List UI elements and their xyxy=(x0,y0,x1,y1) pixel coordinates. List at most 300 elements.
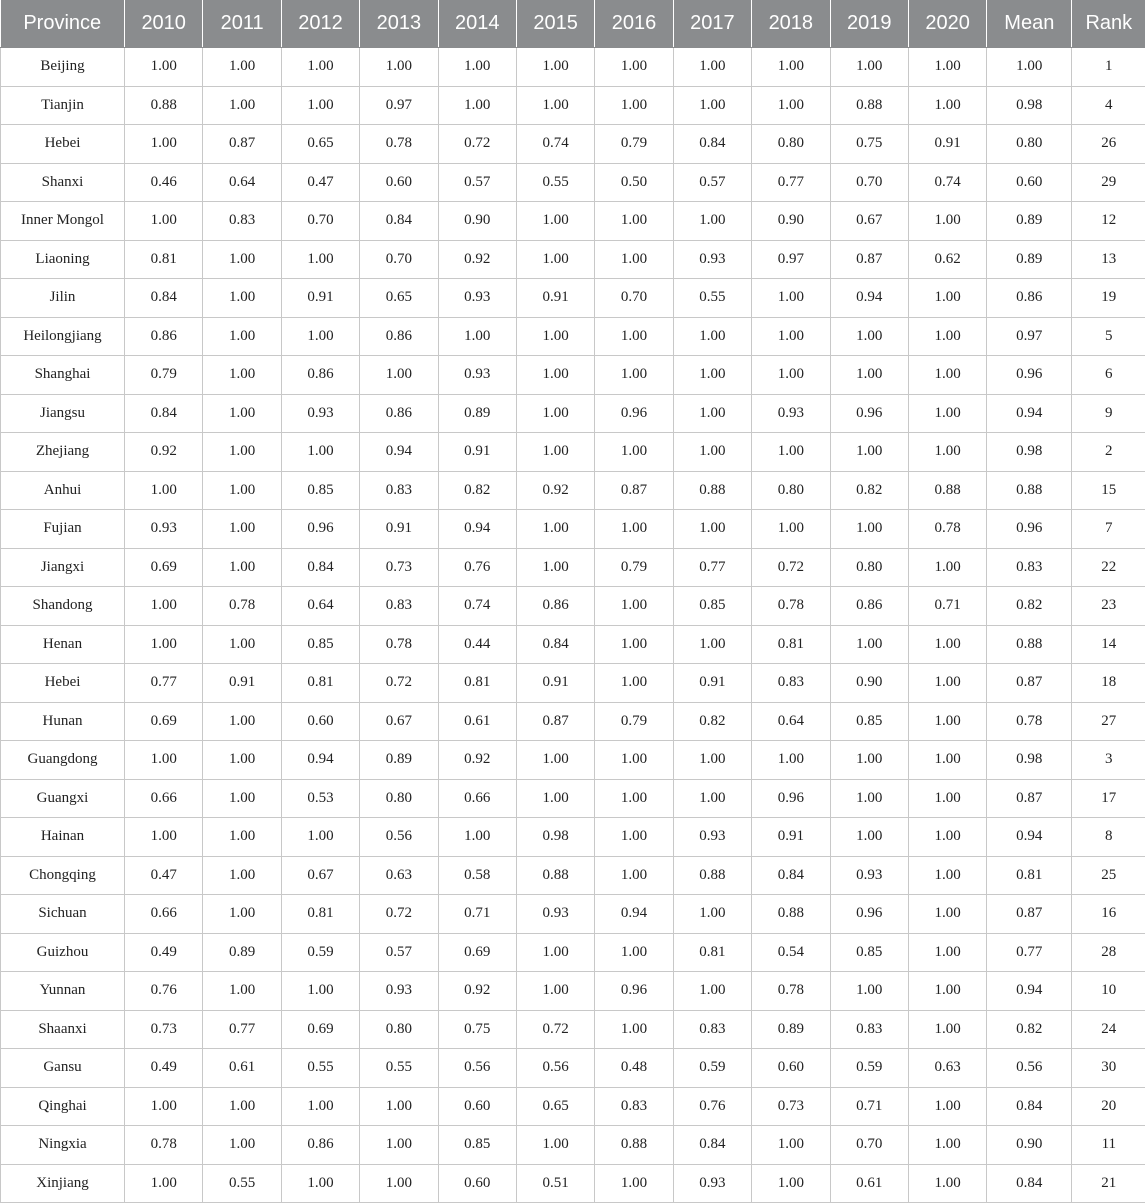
value-cell: 1.00 xyxy=(595,433,673,472)
value-cell: 0.96 xyxy=(830,394,908,433)
value-cell: 1.00 xyxy=(281,1087,359,1126)
value-cell: 0.84 xyxy=(673,125,751,164)
value-cell: 0.89 xyxy=(987,202,1072,241)
value-cell: 0.80 xyxy=(360,1010,438,1049)
value-cell: 0.83 xyxy=(360,587,438,626)
value-cell: 1.00 xyxy=(752,317,830,356)
value-cell: 0.90 xyxy=(830,664,908,703)
value-cell: 1.00 xyxy=(752,433,830,472)
value-cell: 0.60 xyxy=(281,702,359,741)
value-cell: 1.00 xyxy=(595,510,673,549)
value-cell: 0.93 xyxy=(673,818,751,857)
value-cell: 0.55 xyxy=(360,1049,438,1088)
value-cell: 0.84 xyxy=(987,1087,1072,1126)
value-cell: 0.60 xyxy=(987,163,1072,202)
value-cell: 1.00 xyxy=(203,1087,281,1126)
value-cell: 1.00 xyxy=(908,779,986,818)
value-cell: 1.00 xyxy=(908,1164,986,1203)
province-cell: Ningxia xyxy=(1,1126,125,1165)
value-cell: 0.89 xyxy=(203,933,281,972)
value-cell: 1.00 xyxy=(908,856,986,895)
value-cell: 0.84 xyxy=(125,279,203,318)
value-cell: 0.92 xyxy=(438,240,516,279)
table-row xyxy=(1,86,1145,125)
value-cell: 0.44 xyxy=(438,625,516,664)
value-cell: 18 xyxy=(1072,664,1145,703)
value-cell: 1.00 xyxy=(516,240,594,279)
value-cell: 0.51 xyxy=(516,1164,594,1203)
province-cell: Guangdong xyxy=(1,741,125,780)
value-cell: 0.89 xyxy=(987,240,1072,279)
value-cell: 1.00 xyxy=(908,664,986,703)
value-cell: 0.80 xyxy=(752,125,830,164)
value-cell: 1.00 xyxy=(281,48,359,87)
value-cell: 1.00 xyxy=(673,625,751,664)
value-cell: 19 xyxy=(1072,279,1145,318)
value-cell: 0.83 xyxy=(673,1010,751,1049)
province-cell: Jiangsu xyxy=(1,394,125,433)
value-cell: 1.00 xyxy=(125,741,203,780)
value-cell: 0.87 xyxy=(987,779,1072,818)
value-cell: 0.78 xyxy=(752,972,830,1011)
value-cell: 1.00 xyxy=(673,202,751,241)
value-cell: 0.78 xyxy=(908,510,986,549)
value-cell: 0.78 xyxy=(125,1126,203,1165)
value-cell: 0.93 xyxy=(281,394,359,433)
value-cell: 0.96 xyxy=(595,972,673,1011)
value-cell: 0.92 xyxy=(516,471,594,510)
value-cell: 0.65 xyxy=(360,279,438,318)
province-cell: Gansu xyxy=(1,1049,125,1088)
value-cell: 1.00 xyxy=(203,818,281,857)
value-cell: 1.00 xyxy=(595,356,673,395)
column-header-mean: Mean xyxy=(987,0,1072,48)
value-cell: 0.83 xyxy=(360,471,438,510)
value-cell: 1.00 xyxy=(908,433,986,472)
value-cell: 0.77 xyxy=(987,933,1072,972)
value-cell: 0.78 xyxy=(360,625,438,664)
value-cell: 0.56 xyxy=(360,818,438,857)
value-cell: 0.83 xyxy=(203,202,281,241)
value-cell: 1.00 xyxy=(908,1010,986,1049)
value-cell: 1.00 xyxy=(438,86,516,125)
value-cell: 1.00 xyxy=(438,317,516,356)
value-cell: 0.58 xyxy=(438,856,516,895)
value-cell: 1.00 xyxy=(673,317,751,356)
value-cell: 0.82 xyxy=(438,471,516,510)
value-cell: 0.85 xyxy=(830,933,908,972)
column-header-province: Province xyxy=(1,0,125,48)
value-cell: 0.81 xyxy=(673,933,751,972)
column-header-2011: 2011 xyxy=(203,0,281,48)
table-row xyxy=(1,279,1145,318)
table-row xyxy=(1,548,1145,587)
province-cell: Chongqing xyxy=(1,856,125,895)
value-cell: 0.85 xyxy=(673,587,751,626)
value-cell: 0.48 xyxy=(595,1049,673,1088)
table-row xyxy=(1,1049,1145,1088)
value-cell: 1.00 xyxy=(125,1164,203,1203)
value-cell: 1.00 xyxy=(516,433,594,472)
value-cell: 0.94 xyxy=(987,394,1072,433)
value-cell: 1.00 xyxy=(203,548,281,587)
value-cell: 1.00 xyxy=(595,48,673,87)
value-cell: 0.82 xyxy=(987,587,1072,626)
value-cell: 0.88 xyxy=(830,86,908,125)
value-cell: 1.00 xyxy=(752,1126,830,1165)
value-cell: 0.85 xyxy=(281,625,359,664)
value-cell: 0.93 xyxy=(438,279,516,318)
value-cell: 1.00 xyxy=(908,548,986,587)
value-cell: 0.57 xyxy=(673,163,751,202)
value-cell: 0.98 xyxy=(987,86,1072,125)
column-header-2017: 2017 xyxy=(673,0,751,48)
value-cell: 1.00 xyxy=(516,317,594,356)
value-cell: 0.86 xyxy=(360,394,438,433)
value-cell: 0.56 xyxy=(516,1049,594,1088)
value-cell: 0.76 xyxy=(673,1087,751,1126)
value-cell: 0.91 xyxy=(203,664,281,703)
value-cell: 0.96 xyxy=(987,356,1072,395)
province-cell: Henan xyxy=(1,625,125,664)
value-cell: 0.98 xyxy=(987,741,1072,780)
value-cell: 0.69 xyxy=(125,548,203,587)
value-cell: 0.85 xyxy=(438,1126,516,1165)
province-cell: Hunan xyxy=(1,702,125,741)
value-cell: 1.00 xyxy=(830,356,908,395)
column-header-rank: Rank xyxy=(1072,0,1145,48)
value-cell: 14 xyxy=(1072,625,1145,664)
value-cell: 1.00 xyxy=(908,818,986,857)
value-cell: 0.86 xyxy=(281,1126,359,1165)
value-cell: 1.00 xyxy=(203,856,281,895)
value-cell: 0.70 xyxy=(281,202,359,241)
value-cell: 0.65 xyxy=(281,125,359,164)
value-cell: 0.85 xyxy=(830,702,908,741)
province-cell: Guizhou xyxy=(1,933,125,972)
column-header-2014: 2014 xyxy=(438,0,516,48)
value-cell: 0.88 xyxy=(908,471,986,510)
value-cell: 1.00 xyxy=(203,394,281,433)
table-row xyxy=(1,1126,1145,1165)
value-cell: 0.70 xyxy=(360,240,438,279)
value-cell: 0.79 xyxy=(595,125,673,164)
value-cell: 0.59 xyxy=(830,1049,908,1088)
value-cell: 1.00 xyxy=(516,356,594,395)
value-cell: 0.93 xyxy=(830,856,908,895)
value-cell: 0.64 xyxy=(281,587,359,626)
table-row xyxy=(1,1010,1145,1049)
value-cell: 0.70 xyxy=(830,1126,908,1165)
value-cell: 0.72 xyxy=(516,1010,594,1049)
value-cell: 0.93 xyxy=(438,356,516,395)
value-cell: 0.80 xyxy=(830,548,908,587)
value-cell: 0.53 xyxy=(281,779,359,818)
table-row xyxy=(1,317,1145,356)
value-cell: 0.97 xyxy=(360,86,438,125)
value-cell: 0.69 xyxy=(281,1010,359,1049)
province-cell: Yunnan xyxy=(1,972,125,1011)
table-row xyxy=(1,856,1145,895)
table-row xyxy=(1,587,1145,626)
value-cell: 1.00 xyxy=(125,125,203,164)
value-cell: 1.00 xyxy=(673,48,751,87)
value-cell: 0.81 xyxy=(281,664,359,703)
value-cell: 1.00 xyxy=(908,394,986,433)
value-cell: 0.93 xyxy=(673,240,751,279)
value-cell: 0.74 xyxy=(438,587,516,626)
value-cell: 1.00 xyxy=(752,1164,830,1203)
value-cell: 0.85 xyxy=(281,471,359,510)
value-cell: 1.00 xyxy=(125,1087,203,1126)
value-cell: 1.00 xyxy=(830,317,908,356)
value-cell: 0.88 xyxy=(125,86,203,125)
value-cell: 0.61 xyxy=(830,1164,908,1203)
value-cell: 1.00 xyxy=(438,48,516,87)
value-cell: 0.78 xyxy=(360,125,438,164)
value-cell: 1.00 xyxy=(281,1164,359,1203)
value-cell: 0.50 xyxy=(595,163,673,202)
table-row xyxy=(1,625,1145,664)
value-cell: 1.00 xyxy=(203,972,281,1011)
value-cell: 0.83 xyxy=(752,664,830,703)
value-cell: 20 xyxy=(1072,1087,1145,1126)
province-cell: Xinjiang xyxy=(1,1164,125,1203)
value-cell: 0.83 xyxy=(987,548,1072,587)
value-cell: 0.56 xyxy=(438,1049,516,1088)
value-cell: 0.73 xyxy=(360,548,438,587)
value-cell: 0.73 xyxy=(752,1087,830,1126)
value-cell: 30 xyxy=(1072,1049,1145,1088)
value-cell: 0.88 xyxy=(987,471,1072,510)
value-cell: 13 xyxy=(1072,240,1145,279)
value-cell: 1.00 xyxy=(438,818,516,857)
value-cell: 1.00 xyxy=(516,779,594,818)
value-cell: 1.00 xyxy=(595,1010,673,1049)
value-cell: 0.91 xyxy=(752,818,830,857)
value-cell: 1.00 xyxy=(673,779,751,818)
value-cell: 1.00 xyxy=(125,202,203,241)
value-cell: 1.00 xyxy=(203,510,281,549)
value-cell: 0.96 xyxy=(830,895,908,934)
value-cell: 0.96 xyxy=(752,779,830,818)
value-cell: 2 xyxy=(1072,433,1145,472)
value-cell: 0.98 xyxy=(516,818,594,857)
value-cell: 0.71 xyxy=(908,587,986,626)
value-cell: 0.69 xyxy=(438,933,516,972)
value-cell: 1.00 xyxy=(203,317,281,356)
value-cell: 0.86 xyxy=(281,356,359,395)
value-cell: 0.87 xyxy=(987,664,1072,703)
value-cell: 0.61 xyxy=(203,1049,281,1088)
value-cell: 1.00 xyxy=(908,317,986,356)
value-cell: 0.75 xyxy=(830,125,908,164)
value-cell: 0.67 xyxy=(281,856,359,895)
province-cell: Anhui xyxy=(1,471,125,510)
value-cell: 0.76 xyxy=(438,548,516,587)
value-cell: 0.62 xyxy=(908,240,986,279)
value-cell: 0.92 xyxy=(438,972,516,1011)
value-cell: 1.00 xyxy=(516,86,594,125)
value-cell: 0.98 xyxy=(987,433,1072,472)
value-cell: 0.89 xyxy=(360,741,438,780)
value-cell: 0.81 xyxy=(987,856,1072,895)
value-cell: 1.00 xyxy=(281,317,359,356)
province-cell: Heilongjiang xyxy=(1,317,125,356)
value-cell: 0.70 xyxy=(595,279,673,318)
value-cell: 1.00 xyxy=(830,625,908,664)
value-cell: 3 xyxy=(1072,741,1145,780)
value-cell: 1.00 xyxy=(203,702,281,741)
value-cell: 1.00 xyxy=(908,702,986,741)
value-cell: 0.89 xyxy=(752,1010,830,1049)
value-cell: 0.63 xyxy=(360,856,438,895)
value-cell: 0.87 xyxy=(516,702,594,741)
value-cell: 0.91 xyxy=(438,433,516,472)
value-cell: 24 xyxy=(1072,1010,1145,1049)
province-cell: Hainan xyxy=(1,818,125,857)
value-cell: 0.77 xyxy=(125,664,203,703)
value-cell: 0.72 xyxy=(752,548,830,587)
value-cell: 1.00 xyxy=(281,240,359,279)
value-cell: 0.75 xyxy=(438,1010,516,1049)
value-cell: 1.00 xyxy=(281,818,359,857)
value-cell: 1.00 xyxy=(595,240,673,279)
column-header-2015: 2015 xyxy=(516,0,594,48)
table-row xyxy=(1,741,1145,780)
value-cell: 7 xyxy=(1072,510,1145,549)
column-header-2013: 2013 xyxy=(360,0,438,48)
value-cell: 0.90 xyxy=(987,1126,1072,1165)
value-cell: 1.00 xyxy=(360,1087,438,1126)
value-cell: 0.67 xyxy=(360,702,438,741)
value-cell: 1.00 xyxy=(830,779,908,818)
value-cell: 0.78 xyxy=(203,587,281,626)
table-row xyxy=(1,394,1145,433)
value-cell: 0.72 xyxy=(360,664,438,703)
value-cell: 1.00 xyxy=(908,741,986,780)
table-row xyxy=(1,163,1145,202)
value-cell: 1.00 xyxy=(908,86,986,125)
value-cell: 0.63 xyxy=(908,1049,986,1088)
value-cell: 1.00 xyxy=(752,86,830,125)
value-cell: 1.00 xyxy=(203,433,281,472)
value-cell: 1.00 xyxy=(516,548,594,587)
value-cell: 0.88 xyxy=(752,895,830,934)
value-cell: 0.46 xyxy=(125,163,203,202)
value-cell: 0.96 xyxy=(281,510,359,549)
value-cell: 0.87 xyxy=(595,471,673,510)
province-cell: Shaanxi xyxy=(1,1010,125,1049)
value-cell: 0.65 xyxy=(516,1087,594,1126)
value-cell: 1.00 xyxy=(516,1126,594,1165)
value-cell: 1.00 xyxy=(908,1126,986,1165)
value-cell: 1.00 xyxy=(830,818,908,857)
value-cell: 0.82 xyxy=(673,702,751,741)
value-cell: 0.86 xyxy=(360,317,438,356)
value-cell: 0.80 xyxy=(987,125,1072,164)
value-cell: 0.55 xyxy=(673,279,751,318)
province-cell: Shandong xyxy=(1,587,125,626)
value-cell: 0.91 xyxy=(516,664,594,703)
value-cell: 1.00 xyxy=(908,202,986,241)
value-cell: 0.77 xyxy=(752,163,830,202)
province-cell: Hebei xyxy=(1,664,125,703)
value-cell: 21 xyxy=(1072,1164,1145,1203)
value-cell: 0.92 xyxy=(125,433,203,472)
value-cell: 1.00 xyxy=(908,933,986,972)
value-cell: 1.00 xyxy=(908,972,986,1011)
column-header-2018: 2018 xyxy=(752,0,830,48)
value-cell: 1.00 xyxy=(595,625,673,664)
value-cell: 23 xyxy=(1072,587,1145,626)
value-cell: 1.00 xyxy=(125,48,203,87)
value-cell: 0.88 xyxy=(516,856,594,895)
value-cell: 0.55 xyxy=(281,1049,359,1088)
value-cell: 1.00 xyxy=(673,510,751,549)
value-cell: 0.79 xyxy=(595,702,673,741)
province-cell: Jilin xyxy=(1,279,125,318)
value-cell: 1.00 xyxy=(595,664,673,703)
value-cell: 0.61 xyxy=(438,702,516,741)
value-cell: 1.00 xyxy=(203,48,281,87)
value-cell: 0.90 xyxy=(752,202,830,241)
value-cell: 1.00 xyxy=(360,356,438,395)
table-row xyxy=(1,471,1145,510)
value-cell: 0.71 xyxy=(438,895,516,934)
value-cell: 0.94 xyxy=(595,895,673,934)
value-cell: 1.00 xyxy=(908,356,986,395)
value-cell: 0.87 xyxy=(987,895,1072,934)
value-cell: 0.69 xyxy=(125,702,203,741)
value-cell: 1.00 xyxy=(203,279,281,318)
value-cell: 1.00 xyxy=(673,356,751,395)
value-cell: 0.86 xyxy=(987,279,1072,318)
value-cell: 0.88 xyxy=(673,856,751,895)
value-cell: 1.00 xyxy=(203,1126,281,1165)
value-cell: 0.66 xyxy=(125,895,203,934)
value-cell: 0.94 xyxy=(360,433,438,472)
value-cell: 1.00 xyxy=(360,1126,438,1165)
province-cell: Qinghai xyxy=(1,1087,125,1126)
table-row xyxy=(1,895,1145,934)
value-cell: 0.94 xyxy=(281,741,359,780)
value-cell: 1.00 xyxy=(595,741,673,780)
value-cell: 0.84 xyxy=(125,394,203,433)
value-cell: 1.00 xyxy=(673,895,751,934)
value-cell: 0.70 xyxy=(830,163,908,202)
value-cell: 1.00 xyxy=(752,741,830,780)
value-cell: 0.94 xyxy=(987,972,1072,1011)
table-row xyxy=(1,48,1145,87)
value-cell: 0.59 xyxy=(281,933,359,972)
value-cell: 0.67 xyxy=(830,202,908,241)
value-cell: 1.00 xyxy=(752,48,830,87)
value-cell: 0.49 xyxy=(125,933,203,972)
column-header-2019: 2019 xyxy=(830,0,908,48)
value-cell: 0.90 xyxy=(438,202,516,241)
value-cell: 29 xyxy=(1072,163,1145,202)
value-cell: 1.00 xyxy=(752,356,830,395)
value-cell: 0.97 xyxy=(752,240,830,279)
value-cell: 0.47 xyxy=(281,163,359,202)
value-cell: 8 xyxy=(1072,818,1145,857)
value-cell: 0.77 xyxy=(673,548,751,587)
value-cell: 0.91 xyxy=(360,510,438,549)
value-cell: 0.94 xyxy=(987,818,1072,857)
value-cell: 0.79 xyxy=(125,356,203,395)
value-cell: 0.73 xyxy=(125,1010,203,1049)
